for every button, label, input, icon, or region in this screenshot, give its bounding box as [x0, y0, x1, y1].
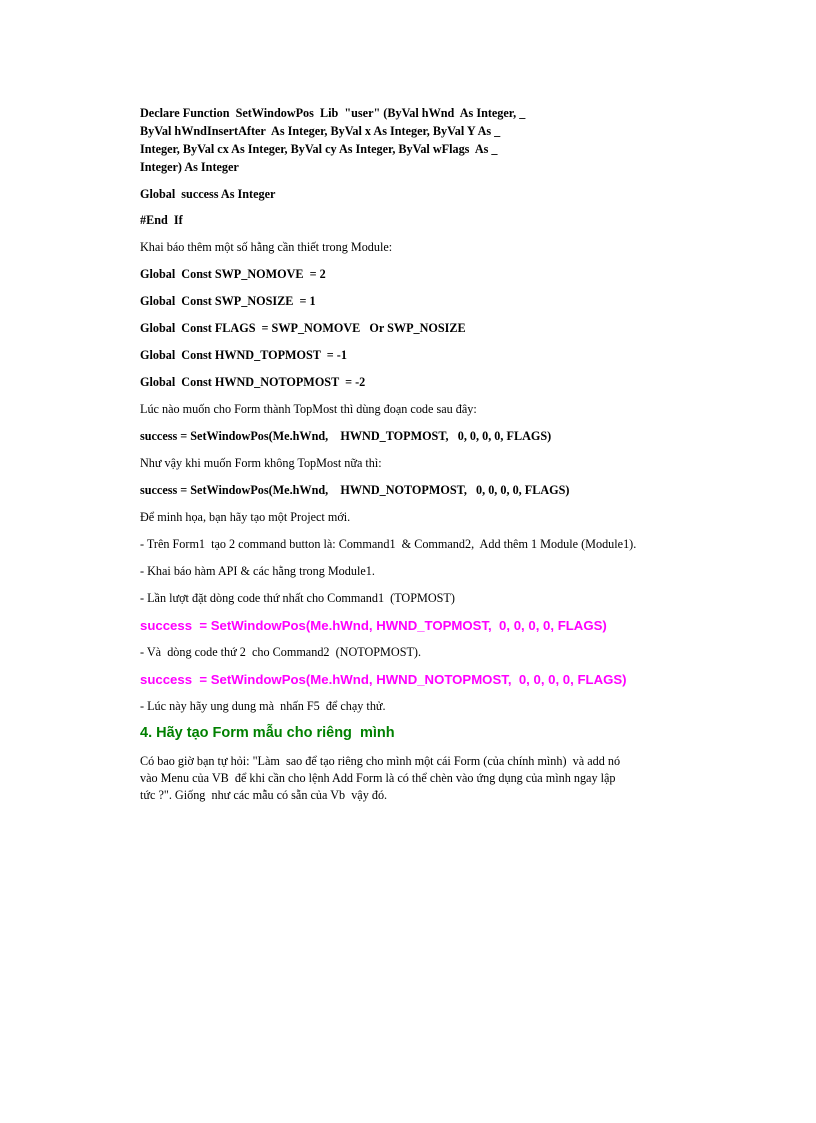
end-if-line: #End If	[140, 213, 183, 227]
section-heading: 4. Hãy tạo Form mẫu cho riêng mình	[140, 725, 395, 741]
magenta-code-notopmost: success = SetWindowPos(Me.hWnd, HWND_NOTOPMOST, 0, 0, 0, 0, FLAGS)	[140, 672, 627, 687]
intro-example-text: Để minh họa, bạn hãy tạo một Project mới.	[140, 510, 351, 524]
declare-line-4: Integer) As Integer	[140, 160, 239, 174]
intro-consts-text: Khai báo thêm một số hằng cần thiết trong Module:	[140, 240, 393, 254]
step-command1-code: - Lần lượt đặt dòng code thứ nhất cho Command1 (TOPMOST)	[140, 591, 455, 605]
step-command2-code: - Và dòng code thứ 2 cho Command2 (NOTOPMOST).	[140, 645, 422, 659]
step-run-f5: - Lúc này hãy ung dung mà nhấn F5 để chạy thử.	[140, 699, 386, 713]
declare-line-3: Integer, ByVal cx As Integer, ByVal cy As Integer, ByVal wFlags As _	[140, 142, 498, 156]
declare-line-1: Declare Function SetWindowPos Lib "user" (ByVal hWnd As Integer, _	[140, 106, 526, 120]
magenta-code-topmost: success = SetWindowPos(Me.hWnd, HWND_TOPMOST, 0, 0, 0, 0, FLAGS)	[140, 618, 607, 633]
const-swp-nomove: Global Const SWP_NOMOVE = 2	[140, 267, 326, 281]
final-paragraph-line-3: tức ?". Giống như các mẫu có sẵn của Vb vậy đó.	[140, 788, 388, 802]
final-paragraph-line-1: Có bao giờ bạn tự hỏi: "Làm sao để tạo riêng cho mình một cái Form (của chính mình) và add nó	[140, 754, 621, 768]
const-hwnd-topmost: Global Const HWND_TOPMOST = -1	[140, 348, 347, 362]
intro-topmost-text: Lúc nào muốn cho Form thành TopMost thì dùng đoạn code sau đây:	[140, 402, 477, 416]
code-notopmost-line: success = SetWindowPos(Me.hWnd, HWND_NOTOPMOST, 0, 0, 0, 0, FLAGS)	[140, 483, 570, 497]
const-swp-nosize: Global Const SWP_NOSIZE = 1	[140, 294, 316, 308]
const-flags: Global Const FLAGS = SWP_NOMOVE Or SWP_NOSIZE	[140, 321, 466, 335]
step-declare-api: - Khai báo hàm API & các hằng trong Module1.	[140, 564, 375, 578]
global-success-line: Global success As Integer	[140, 187, 276, 201]
const-hwnd-notopmost: Global Const HWND_NOTOPMOST = -2	[140, 375, 366, 389]
final-paragraph-line-2: vào Menu của VB để khi cần cho lệnh Add Form là có thể chèn vào ứng dụng của mình ngay lập	[140, 771, 616, 785]
intro-notopmost-text: Như vậy khi muốn Form không TopMost nữa thì:	[140, 456, 382, 470]
code-topmost-line: success = SetWindowPos(Me.hWnd, HWND_TOPMOST, 0, 0, 0, 0, FLAGS)	[140, 429, 552, 443]
declare-line-2: ByVal hWndInsertAfter As Integer, ByVal x As Integer, ByVal Y As _	[140, 124, 501, 138]
step-create-form: - Trên Form1 tạo 2 command button là: Command1 & Command2, Add thêm 1 Module (Module1).	[140, 537, 637, 551]
